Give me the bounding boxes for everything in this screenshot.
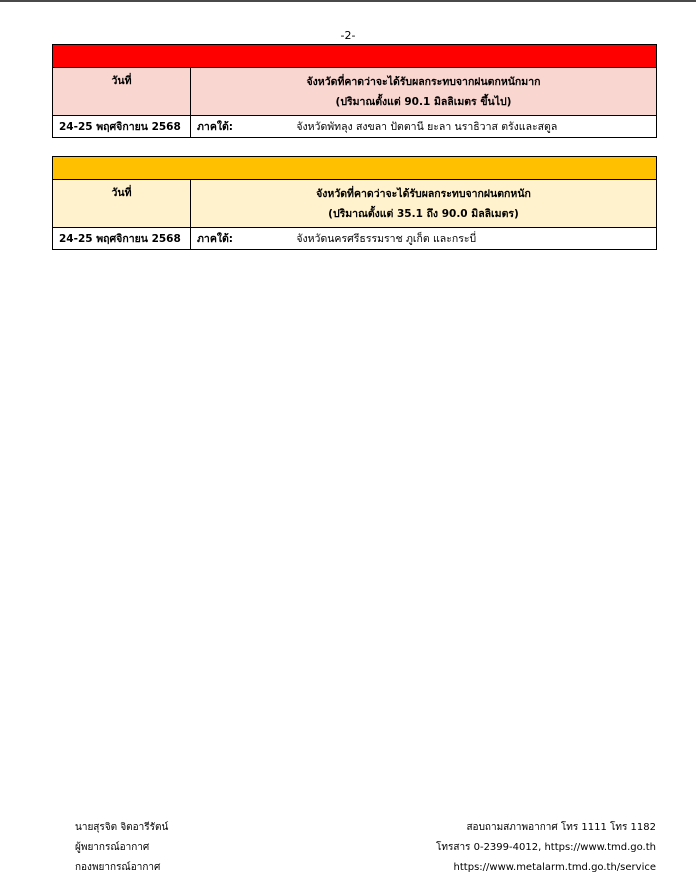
provinces-column-header [191,68,657,116]
phone-info: สอบถามสภาพอากาศ โทร 1111 โทร 1182 [466,822,656,833]
service-url: https://www.metalarm.tmd.go.th/service [453,862,656,873]
table-row [53,228,657,250]
fax-website: โทรสาร 0-2399-4012, https://www.tmd.go.th [436,842,656,853]
row-date: 24-25 พฤศจิกายน 2568 [53,228,191,250]
warning-level-band-orange [53,157,657,180]
provinces-column-header [191,180,657,228]
header-amount: (ปริมาณตั้งแต่ 35.1 ถึง 90.0 มิลลิเมตร) [328,208,519,220]
forecaster-division: กองพยากรณ์อากาศ [75,862,161,873]
region-label: ภาคใต้: [197,121,233,133]
forecaster-name: นายสุรจิต จิตอารีรัตน์ [75,822,169,833]
province-list: จังหวัดพัทลุง สงขลา ปัตตานี ยะลา นราธิวาส ตรังและสตูล [296,121,558,133]
heavy-rain-table [52,156,657,250]
date-column-header: วันที่ [53,180,191,228]
header-title: จังหวัดที่คาดว่าจะได้รับผลกระทบจากฝนตกหนัก [316,188,531,200]
row-provinces-cell [191,116,657,138]
forecaster-signature [75,818,168,878]
header-title: จังหวัดที่คาดว่าจะได้รับผลกระทบจากฝนตกหนักมาก [306,76,541,88]
page-number: -2- [340,29,356,42]
very-heavy-rain-table [52,44,657,138]
table-header-row [53,68,657,116]
date-column-header: วันที่ [53,68,191,116]
header-amount: (ปริมาณตั้งแต่ 90.1 มิลลิเมตร ขึ้นไป) [335,96,512,108]
province-list: จังหวัดนครศรีธรรมราช ภูเก็ต และกระบี่ [296,233,477,245]
forecaster-position: ผู้พยากรณ์อากาศ [75,842,150,853]
row-date: 24-25 พฤศจิกายน 2568 [53,116,191,138]
contact-info [436,818,656,878]
warning-level-band-red [53,45,657,68]
top-border-line [0,0,696,2]
table-header-row [53,180,657,228]
row-provinces-cell [191,228,657,250]
table-row [53,116,657,138]
region-label: ภาคใต้: [197,233,233,245]
